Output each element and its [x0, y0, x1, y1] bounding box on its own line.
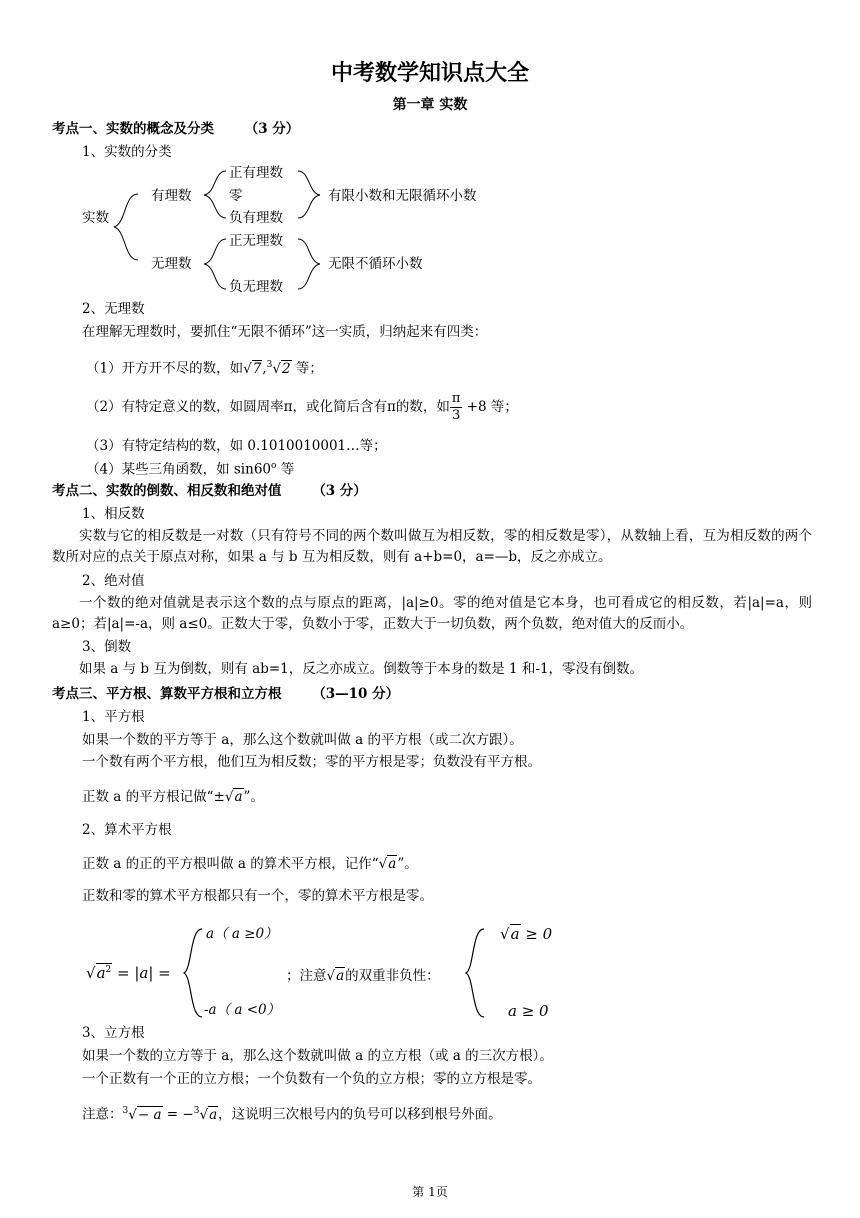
tree-rational: 有理数	[151, 188, 192, 204]
lhs-a: a	[96, 964, 106, 982]
note-sqrt-a: √a	[326, 968, 345, 984]
tree-negative-irrational: 负无理数	[229, 279, 283, 295]
section-1-heading	[52, 123, 299, 137]
lhs-exponent: 2	[105, 965, 112, 975]
notation-suffix: ”。	[243, 789, 264, 805]
tree-irrational: 无理数	[151, 256, 192, 272]
arithmetic-root-rule: 正数和零的算术平方根都只有一个，零的算术平方根是零。	[82, 888, 433, 904]
nonneg-sqrt-radicand: a	[510, 925, 520, 943]
sqrt-a-radicand: a	[234, 789, 243, 805]
tree-brace-rational-right	[292, 166, 328, 222]
cbrt-a-radicand: a	[209, 1106, 218, 1123]
absolute-paragraph: 一个数的绝对值就是表示这个数的点与原点的距离，|a|≥0。零的绝对值是它本身，也可看成它的相反数，若|a|=a，则 a≥0；若|a|=-a，则 a≤0。正数大于零，负数小于零，正数大于一切负数，两个负数，绝对值大的反而小。	[52, 595, 812, 632]
square-root-notation	[82, 791, 264, 805]
arith-sqrt-a: √a	[378, 856, 397, 872]
opposite-paragraph: 实数与它的相反数是一对数（只有符号不同的两个数叫做互为相反数，零的相反数是零），从数轴上看，互为相反数的两个数所对应的点关于原点对称，如果 a 与 b 互为相反数，则有 a+b=0，a=—b，反之亦成立。	[52, 528, 812, 565]
section-1-title: 考点一、实数的概念及分类	[52, 121, 214, 137]
section-2-title: 考点二、实数的倒数、相反数和绝对值	[52, 483, 282, 499]
cbrt-index: 3	[266, 360, 273, 370]
tree-irrational-desc: 无限不循环小数	[328, 256, 423, 272]
section-3-title: 考点三、平方根、算数平方根和立方根	[52, 686, 282, 702]
cube-root-def: 如果一个数的立方等于 a，那么这个数就叫做 a 的立方根（或 a 的三次方根）。	[82, 1048, 553, 1064]
section-3-score: （3—10 分）	[312, 686, 400, 702]
plus-minus: ±	[213, 789, 225, 805]
note-text: ；注意	[286, 968, 327, 984]
case-4-text: （4）某些三角函数，如 sin60	[86, 461, 271, 478]
irrational-case-3: （3）有特定结构的数，如 0.1010010001…等；	[86, 438, 387, 454]
equals-minus: = −	[162, 1106, 194, 1123]
irrational-intro: 在理解无理数时，要抓住“无限不循环”这一实质，归纳起来有四类：	[82, 324, 488, 340]
tree-root: 实数	[82, 210, 109, 226]
formula-case-neg: -a（ a <0）	[204, 1002, 281, 1018]
double-nonneg-note	[286, 970, 440, 984]
cbrt-neg-a: √− a	[128, 1106, 162, 1123]
tree-rational-desc: 有限小数和无限循环小数	[328, 188, 477, 204]
cube-root-note	[82, 1107, 502, 1122]
irrational-case-4	[86, 462, 294, 477]
case-1-comma: ,	[262, 360, 267, 377]
nonneg-sqrt-a: √a	[500, 925, 520, 943]
degree-sign: o	[271, 461, 277, 471]
tree-brace-irrational-right	[292, 234, 328, 294]
case-1-text: （1）开方开不尽的数，如	[86, 360, 244, 377]
tree-positive-irrational: 正无理数	[229, 233, 283, 249]
section-3-heading	[52, 688, 399, 702]
tree-brace-rational	[196, 166, 232, 222]
square-root-def: 如果一个数的平方等于 a，那么这个数就叫做 a 的平方根（或二次方跟）。	[82, 732, 523, 748]
tree-zero: 零	[229, 188, 243, 204]
formula-lhs	[86, 966, 171, 981]
tree-positive-rational: 正有理数	[229, 165, 283, 181]
formula-sqrt-nonneg	[500, 927, 552, 942]
fraction-numerator: π	[451, 391, 461, 406]
nonneg-sqrt-suffix: ≥ 0	[520, 925, 553, 943]
notation-text: 正数 a 的平方根记做“	[82, 789, 214, 805]
page-number: 第 1页	[412, 1185, 448, 1199]
subsection-absolute: 2、绝对值	[82, 573, 145, 589]
case-2-suffix: +8 等；	[462, 399, 518, 415]
cbrt-2-radicand: 2	[281, 360, 291, 377]
reciprocal-paragraph: 如果 a 与 b 互为倒数，则有 ab=1，反之亦成立。倒数等于本身的数是 1 和-1，零没有倒数。	[79, 661, 644, 677]
arith-def-text: 正数 a 的正的平方根叫做 a 的算术平方根，记作“	[82, 856, 379, 872]
sqrt-7: √7	[243, 360, 262, 377]
subsection-arithmetic-root: 2、算术平方根	[82, 822, 172, 838]
note-suffix: 的双重非负性：	[345, 968, 440, 984]
cbrt-a: √a	[199, 1106, 218, 1123]
subsection-cube-root: 3、立方根	[82, 1025, 145, 1041]
subsection-square-root: 1、平方根	[82, 709, 145, 725]
abs-equals: = |a| =	[117, 964, 171, 982]
irrational-case-2	[86, 391, 518, 424]
formula-case-nonneg: a（ a ≥0）	[206, 926, 278, 942]
sqrt-a: √a	[224, 789, 243, 805]
section-2-score: （3 分）	[312, 483, 367, 499]
subsection-real-classification: 1、实数的分类	[82, 144, 172, 160]
cube-index-2: 3	[193, 1106, 200, 1116]
arith-sqrt-radicand: a	[388, 856, 397, 872]
formula-brace-right	[462, 925, 492, 1021]
note-sqrt-radicand: a	[336, 968, 345, 984]
cbrt-neg-a-radicand: − a	[137, 1106, 162, 1123]
sqrt-a-squared-radicand	[96, 963, 113, 982]
tree-negative-rational: 负有理数	[229, 210, 283, 226]
subsection-irrational: 2、无理数	[82, 301, 145, 317]
cube-root-rule: 一个正数有一个正的立方根；一个负数有一个负的立方根；零的立方根是零。	[82, 1071, 541, 1087]
fraction-pi-over-3	[450, 391, 463, 424]
case-4-suffix: 等	[276, 461, 295, 478]
document-title: 中考数学知识点大全	[330, 60, 529, 86]
subsection-opposite: 1、相反数	[82, 506, 145, 522]
note-label: 注意：	[82, 1106, 123, 1123]
case-2-text: （2）有特定意义的数，如圆周率π，或化简后含有π的数，如	[86, 399, 450, 415]
cube-note-suffix: ，这说明三次根号内的负号可以移到根号外面。	[218, 1106, 502, 1123]
chapter-title: 第一章 实数	[392, 97, 468, 113]
sqrt-7-radicand: 7	[252, 360, 262, 377]
tree-brace-irrational	[196, 234, 232, 294]
fraction-denominator: 3	[451, 408, 461, 423]
sqrt-a-squared: $√a^2$	[86, 964, 112, 982]
irrational-case-1	[86, 361, 323, 376]
arith-def-suffix: ”。	[397, 856, 418, 872]
cube-index-1: 3	[122, 1106, 129, 1116]
square-root-rule: 一个数有两个平方根，他们互为相反数；零的平方根是零；负数没有平方根。	[82, 754, 541, 770]
case-1-suffix: 等；	[291, 360, 323, 377]
section-1-score: （3 分）	[244, 121, 300, 137]
section-2-heading	[52, 485, 367, 499]
cbrt-2: √2	[272, 360, 291, 377]
tree-brace-root	[108, 188, 148, 266]
formula-a-nonneg: a ≥ 0	[508, 1002, 549, 1020]
subsection-reciprocal: 3、倒数	[82, 639, 132, 655]
arithmetic-root-def	[82, 858, 418, 872]
